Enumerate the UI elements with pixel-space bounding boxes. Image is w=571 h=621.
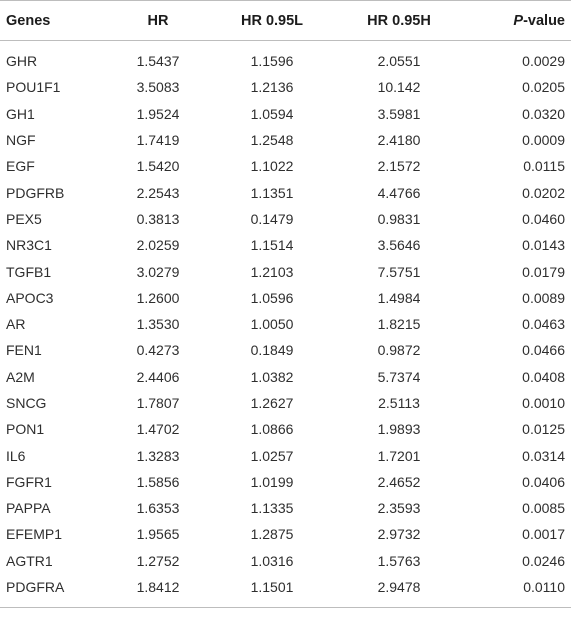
table-row [0, 469, 571, 495]
cell-hr: 1.3283 [136, 447, 180, 464]
table-row [0, 101, 571, 127]
table-row [0, 442, 571, 468]
table-row [0, 521, 571, 547]
cell-gene: AR [6, 316, 26, 333]
cell-gene: GH1 [6, 105, 35, 122]
cell-p-value: 0.0009 [522, 132, 565, 149]
table-row [0, 153, 571, 179]
header-genes: Genes [0, 1, 110, 41]
cell-gene: AGTR1 [6, 552, 53, 569]
cell-hr: 0.4273 [136, 342, 180, 359]
cell-p-value: 0.0029 [522, 53, 565, 70]
cell-hr: 1.2752 [136, 552, 180, 569]
cell-hr-high: 2.9478 [338, 574, 460, 608]
cell-hr-low: 0.1479 [250, 210, 294, 227]
cell-hr-low: 1.0316 [250, 552, 294, 569]
cell-p-value: 0.0125 [522, 421, 565, 438]
cell-hr: 1.9524 [136, 105, 180, 122]
cell-hr: 0.3813 [136, 210, 180, 227]
cell-hr-low: 1.1022 [250, 158, 294, 175]
table-row [0, 311, 571, 337]
cell-p-value: 0.0406 [522, 473, 565, 490]
cell-hr: 1.7807 [136, 395, 180, 411]
cell-p-value: 0.0314 [522, 447, 565, 464]
cell-hr-low: 1.1514 [250, 237, 294, 254]
table-row [0, 179, 571, 205]
cell-gene: POU1F1 [6, 79, 61, 96]
cell-hr: 2.2543 [136, 184, 180, 201]
table-row [0, 416, 571, 442]
table-row [0, 495, 571, 521]
cell-hr-low: 1.0382 [250, 368, 294, 385]
cell-hr-low: 0.1849 [250, 342, 294, 359]
cell-gene: NR3C1 [6, 237, 52, 254]
table-row [0, 206, 571, 232]
cell-hr: 1.2600 [136, 289, 180, 306]
cell-hr-low: 1.0594 [250, 105, 294, 122]
cell-p-value: 0.0143 [522, 237, 565, 254]
cell-gene: FGFR1 [6, 473, 52, 490]
table-row [0, 548, 571, 574]
cell-hr-low: 1.1351 [250, 184, 294, 201]
cell-hr: 1.5856 [136, 473, 180, 490]
header-p-italic: P [513, 12, 524, 29]
cell-p-value: 0.0085 [522, 500, 565, 517]
header-p-value [460, 1, 571, 41]
cell-hr: 1.7419 [136, 132, 180, 149]
cell-gene: SNCG [6, 395, 47, 411]
cell-gene: PDGFRB [6, 184, 65, 201]
cell-p-value: 0.0408 [522, 368, 565, 385]
cell-hr-high: 2.4180 [377, 132, 421, 149]
header-p-suffix: -value [523, 12, 565, 29]
cell-hr: 1.4702 [136, 421, 180, 438]
cell-hr-low: 1.2136 [250, 79, 294, 96]
cell-hr-high: 1.9893 [377, 421, 421, 438]
cell-gene: EGF [6, 158, 35, 175]
table-row [0, 390, 571, 416]
cell-p-value: 0.0460 [522, 210, 565, 227]
cell-hr-high: 2.9732 [377, 526, 421, 543]
cell-p-value: 0.0110 [460, 574, 571, 608]
table-row [0, 127, 571, 153]
cell-gene: PON1 [6, 421, 45, 438]
cell-hr-high: 7.5751 [377, 263, 421, 280]
cell-gene: PAPPA [6, 500, 51, 517]
cell-hr-low: 1.0596 [250, 289, 294, 306]
cell-gene: NGF [6, 132, 36, 149]
cell-hr: 1.6353 [136, 500, 180, 517]
cell-p-value: 0.0205 [522, 79, 565, 96]
cell-hr: 3.5083 [136, 79, 180, 96]
table-row [0, 74, 571, 100]
cell-gene: FEN1 [6, 342, 42, 359]
cell-hr-low: 1.0257 [250, 447, 294, 464]
header-hr: HR [110, 1, 206, 41]
table-row [0, 41, 571, 75]
cell-hr-high: 2.4652 [377, 473, 421, 490]
cell-hr: 1.9565 [136, 526, 180, 543]
cell-hr-high: 0.9831 [377, 210, 421, 227]
cell-hr-low: 1.0199 [250, 473, 294, 490]
cell-gene: PDGFRA [0, 574, 110, 608]
cell-gene: APOC3 [6, 289, 54, 306]
cell-hr-high: 1.8215 [377, 316, 421, 333]
cell-hr: 2.4406 [136, 368, 180, 385]
cell-hr: 1.5420 [136, 158, 180, 175]
header-hr-high: HR 0.95H [338, 1, 460, 41]
cell-hr-low: 1.1596 [250, 53, 294, 70]
cell-hr-high: 1.4984 [377, 289, 421, 306]
cell-p-value: 0.0202 [522, 184, 565, 201]
cell-hr-high: 10.142 [377, 79, 421, 96]
cell-hr-low: 1.2627 [250, 395, 294, 411]
cell-gene: PEX5 [6, 210, 42, 227]
cell-hr-low: 1.2548 [250, 132, 294, 149]
cell-hr: 1.5437 [136, 53, 180, 70]
cell-p-value: 0.0089 [522, 289, 565, 306]
header-row [0, 1, 571, 41]
cell-hr-high: 2.3593 [377, 500, 421, 517]
cell-hr-low: 1.2875 [250, 526, 294, 543]
cell-hr: 1.8412 [110, 574, 206, 608]
cell-gene: IL6 [6, 447, 26, 464]
table-header [0, 1, 571, 41]
cell-hr-low: 1.0866 [250, 421, 294, 438]
header-hr-low: HR 0.95L [206, 1, 338, 41]
cell-gene: GHR [6, 53, 38, 70]
cell-gene: TGFB1 [6, 263, 52, 280]
cell-hr: 1.3530 [136, 316, 180, 333]
cell-hr-high: 0.9872 [377, 342, 421, 359]
table-row [0, 364, 571, 390]
cell-hr-high: 2.0551 [377, 53, 421, 70]
cell-hr-high: 1.5763 [377, 552, 421, 569]
table-row [0, 285, 571, 311]
cell-hr-high: 3.5981 [377, 105, 421, 122]
table-row [0, 574, 571, 608]
cell-hr-high: 4.4766 [377, 184, 421, 201]
cell-p-value: 0.0320 [522, 105, 565, 122]
table-row [0, 232, 571, 258]
cell-hr-high: 3.5646 [377, 237, 421, 254]
cell-hr-high: 1.7201 [377, 447, 421, 464]
cell-gene: EFEMP1 [6, 526, 63, 543]
table-row [0, 258, 571, 284]
cell-hr: 3.0279 [136, 263, 180, 280]
cell-hr-low: 1.2103 [250, 263, 294, 280]
cell-hr-high: 5.7374 [377, 368, 421, 385]
cell-p-value: 0.0115 [523, 158, 565, 175]
cell-p-value: 0.0017 [522, 526, 565, 543]
cell-p-value: 0.0179 [522, 263, 565, 280]
table-row [0, 337, 571, 363]
cell-hr-low: 1.0050 [250, 316, 294, 333]
cell-hr-high: 2.1572 [377, 158, 421, 175]
cell-hr-low: 1.1335 [250, 500, 294, 517]
cell-hr-high: 2.5113 [378, 395, 420, 411]
cell-p-value: 0.0466 [522, 342, 565, 359]
cell-gene: A2M [6, 368, 35, 385]
cell-hr: 2.0259 [136, 237, 180, 254]
table-body [0, 41, 571, 608]
cell-p-value: 0.0246 [522, 552, 565, 569]
cell-p-value: 0.0010 [522, 395, 565, 411]
cell-p-value: 0.0463 [522, 316, 565, 333]
cell-hr-low: 1.1501 [206, 574, 338, 608]
